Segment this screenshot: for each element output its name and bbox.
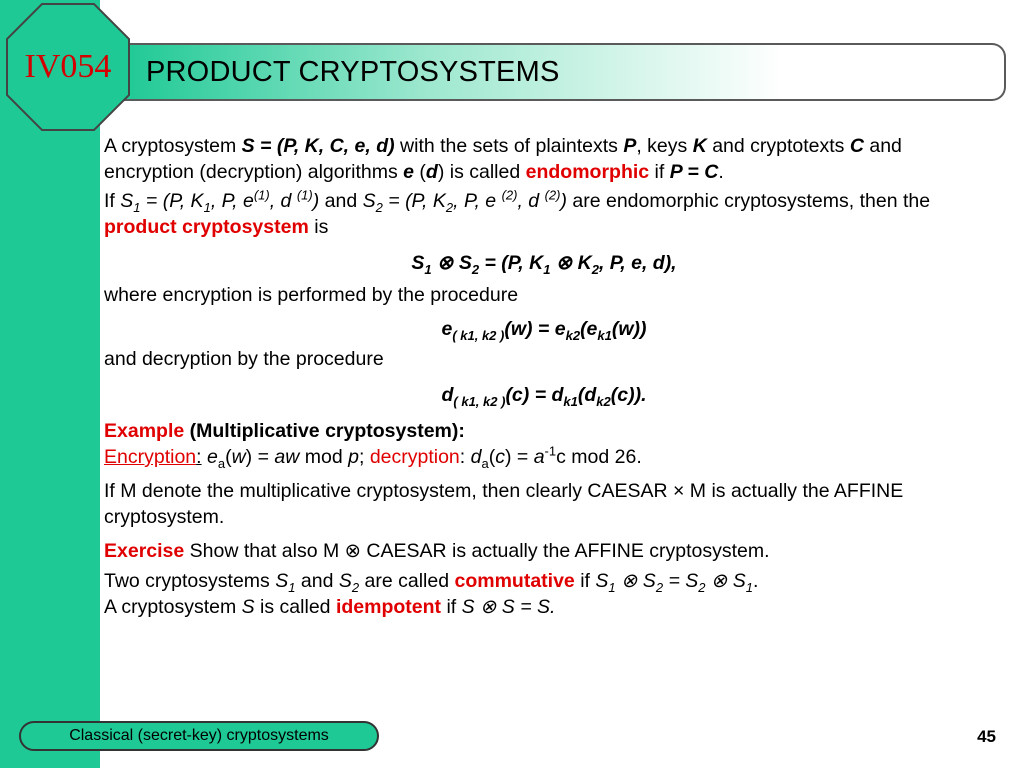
page-number: 45 <box>977 727 996 746</box>
encryption-intro: where encryption is performed by the procedure <box>104 284 519 306</box>
endomorphic-definition: A cryptosystem S = (P, K, C, e, d) with the sets of plaintexts P, keys K and cryptotexts C and encryption (decryption) algorithms e (d) is called endomorphic if P = C. <box>104 135 902 183</box>
product-formula: $S_1$ ⊗ $S_2 = (P$, $K_1$ ⊗ $K_2$, P, e, d), <box>411 252 677 277</box>
slide-content <box>104 133 984 620</box>
exercise: Exercise Show that also M ⊗ CAESAR is actually the AFFINE cryptosystem. <box>104 540 770 562</box>
affine-remark: If M denote the multiplicative cryptosystem, then clearly CAESAR × M is actually the AFFINE cryptosystem. <box>104 480 904 528</box>
product-definition: If $S_1 = (P$, $K_1$, P, $e^{(1)}$, d $^{(1)}$) and $S_2 = (P$, $K_2$, P, e $^{(2)}$, d $^{(2)}$) are endomorphic cryptosystems, then the product cryptosystem is <box>104 187 931 238</box>
decryption-intro: and decryption by the procedure <box>104 348 384 370</box>
example-heading: Example (Multiplicative cryptosystem): <box>104 420 465 442</box>
footer-section-label: Classical (secret-key) cryptosystems <box>19 721 379 751</box>
course-code: IV054 <box>24 48 112 85</box>
decryption-formula: $d_{( k1, k2 )}(c) = d_{k1}(d_{k2}(c))$. <box>441 384 647 409</box>
page-title: PRODUCT CRYPTOSYSTEMS <box>146 56 560 88</box>
commutative-definition: Two cryptosystems $S_1$ and $S_2$ are called commutative if $S_1$ ⊗ $S_2 = S_2$ ⊗ $S_1$. <box>104 570 759 595</box>
encryption-formula: $e_{( k1, k2 )}(w) = e_{k2}(e_{k1}(w))$ <box>441 318 647 343</box>
multiplicative-formulas: Encryption: $e_a(w)$ = aw mod p; decryption: $d_a(c) = a^{-1}c$ mod 26. <box>104 443 642 471</box>
idempotent-definition: A cryptosystem S is called idempotent if S ⊗ S = S. <box>104 596 556 618</box>
